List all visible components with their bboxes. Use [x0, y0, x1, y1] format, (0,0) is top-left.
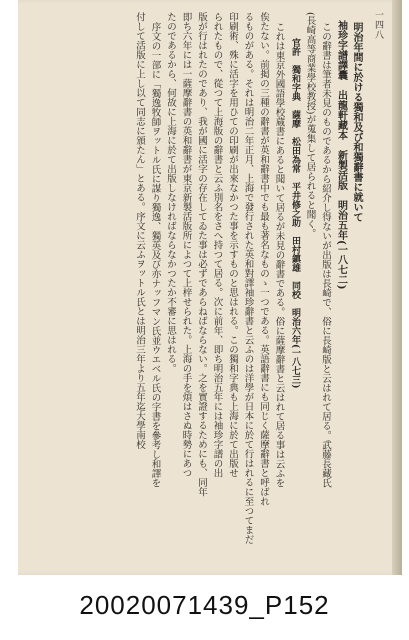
text-column: たのであるから、何故に上海に於て出版しなければならなかつたか不審に思はれる。 — [165, 12, 176, 373]
page-edge — [392, 0, 402, 575]
section-heading: 明治年間に於ける獨和及び和獨辭書に就いて — [351, 22, 362, 222]
image-caption: 20020071439_P152 — [79, 590, 330, 620]
entry-title: 袖珍字譜譯囊 出龍軒藏本 新製活版 明治五年(一八七二) — [335, 20, 347, 290]
page-number: 一四八 — [373, 10, 383, 40]
text-column: 序文の一部に「獨逸牧師ヲットル氏に謀り獨逸、獨英及び亦ナッフマン氏並ウエベル氏の字書を參考し和譯を — [149, 22, 161, 488]
text-column: 版が行はれたのであり、我が國に活字の存在してゐた事は必ずであらねばならない。之を實證するためにも、同年 — [196, 12, 207, 497]
text-column: この辭書は筆者未見のものであるから紹介し得ないが出版は長崎で、俗に長崎版と云はれて居る。武藤長藏氏 — [320, 22, 331, 488]
text-column: られたもので、從つて上海版の辭書と云ふ別名をさへ持つて居る。次に前年、即ち明治五年には袖珍字譜の出 — [211, 12, 223, 478]
text-column: これは東京外國語學校蔵書にあると聞いて居るが未見の辭書である。俗に薩摩辭書と云はれて居る事は云ふを — [273, 22, 285, 488]
text-column: (長崎高等商業學校教授)が蒐集して居られると聞く。 — [304, 12, 316, 238]
text-column: 印刷術、殊に活字を用ひての印刷が出來なかつた事を示すものと思はれる。この獨和字典も上海に於て出版せ — [227, 12, 238, 478]
text-column: るものがある。それは明治二年正月、上海で發行された英和對譯袖珍辭書と云ふのは洋學が日本に於て行はれるに至つてまだ — [242, 12, 254, 544]
text-column: 俟たない。前掲の三種の辭書が英和辭書中でも最も著名なものゝ一つである。英語辭書にも同じく薩摩辭書と呼ばれ — [258, 12, 269, 506]
text-column: 即ち六年には一薩摩辭書の英和辭書が東京新製活版所によつて上梓せられた。上海の手を煩はさぬ時勢にあつ — [180, 12, 192, 478]
body-text — [52, 12, 364, 552]
entry-title: 官許 獨和字典 薩摩 松田為常 平井修之助 田村鎮雄 同校 明治六年(一八七三) — [290, 38, 300, 389]
text-column: 付して活版に上し以て同志に頒たん」とある。序文に云ふヲットル氏とは明治三年より五年迄大學南校 — [134, 12, 145, 449]
